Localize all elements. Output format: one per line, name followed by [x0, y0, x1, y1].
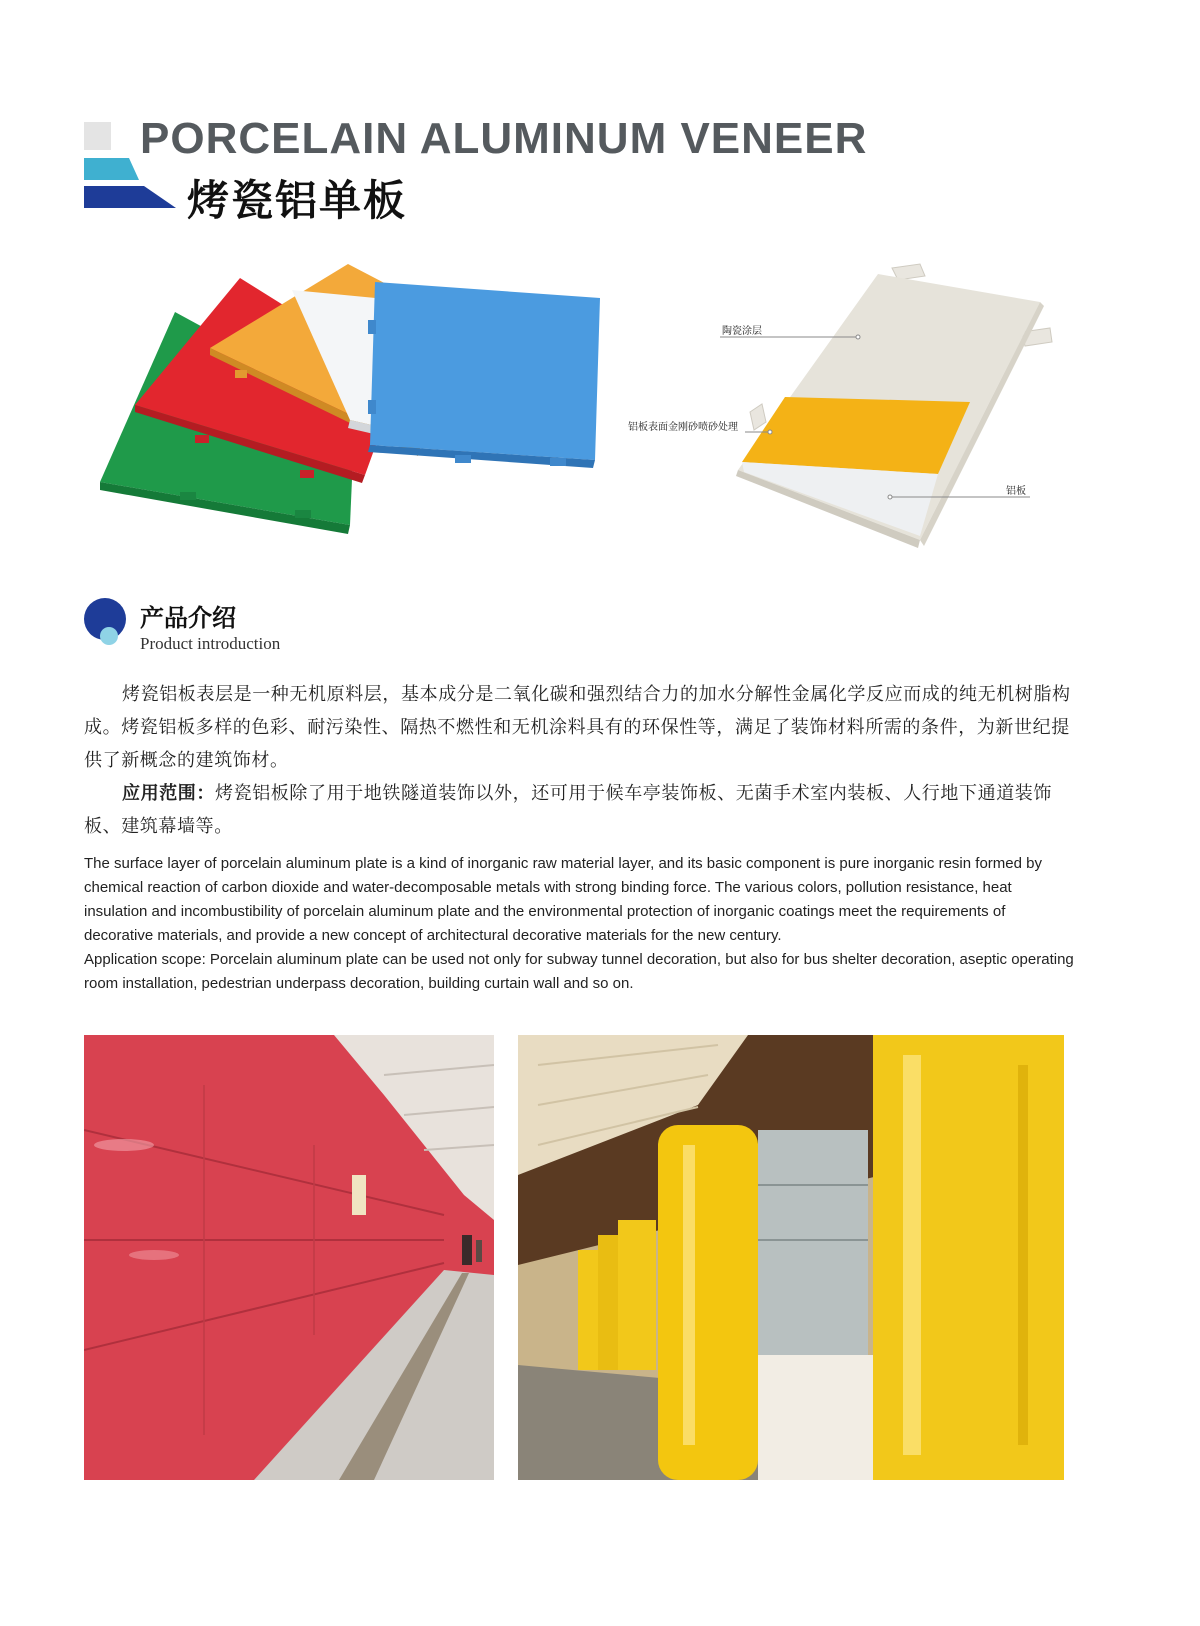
blue-panel	[370, 282, 600, 460]
yellow-subway-columns-photo	[518, 1035, 1064, 1480]
callout-ceramic-coating: 陶瓷涂层	[722, 326, 762, 337]
section-title-chinese: 产品介绍	[140, 603, 236, 632]
title-chinese: 烤瓷铝单板	[187, 176, 408, 225]
application-paragraph-english: Application scope: Porcelain aluminum plate can be used not only for subway tunnel decoration, but also for bus shelter decoration, aseptic operating room installation, pedestrian underpass decoration, building curtain wall and so on.	[84, 951, 1074, 992]
color-panels-illustration	[100, 260, 630, 550]
section-circle-icon	[84, 598, 132, 646]
title-english: PORCELAIN ALUMINUM VENEER	[140, 114, 868, 163]
panel-layers-diagram	[620, 262, 1080, 562]
section-title-english: Product introduction	[140, 634, 281, 653]
application-paragraph-chinese	[84, 777, 1084, 843]
callout-surface-treatment: 铝板表面金刚砂喷砂处理	[628, 422, 738, 433]
red-subway-wall-photo	[84, 1035, 494, 1480]
panel-layers-drawing	[620, 262, 1080, 562]
application-label: 应用范围：	[122, 783, 215, 804]
intro-paragraph-chinese: 烤瓷铝板表层是一种无机原料层，基本成分是二氧化碳和强烈结合力的加水分解性金属化学反应而成的纯无机树脂构成。烤瓷铝板多样的色彩、耐污染性、隔热不燃性和无机涂料具有的环保性等，满足了装饰材料所需的条件，为新世纪提供了新概念的建筑饰材。	[84, 684, 1071, 771]
callout-aluminum-plate: 铝板	[1006, 486, 1026, 497]
intro-paragraph-english: The surface layer of porcelain aluminum plate is a kind of inorganic raw material layer, and its basic component is pure inorganic resin formed by chemical reaction of carbon dioxide and water-decomposable metals with strong binding force. The various colors, pollution resistance, heat insulation and incombustibility of porcelain aluminum plate and the environmental protection of inorganic coatings meet the requirements of decorative materials, and provide a new concept of architectural decorative materials for the new century.	[84, 855, 1042, 944]
application-text: 烤瓷铝板除了用于地铁隧道装饰以外，还可用于候车亭装饰板、无菌手术室内装板、人行地下通道装饰板、建筑幕墙等。	[84, 783, 1052, 837]
